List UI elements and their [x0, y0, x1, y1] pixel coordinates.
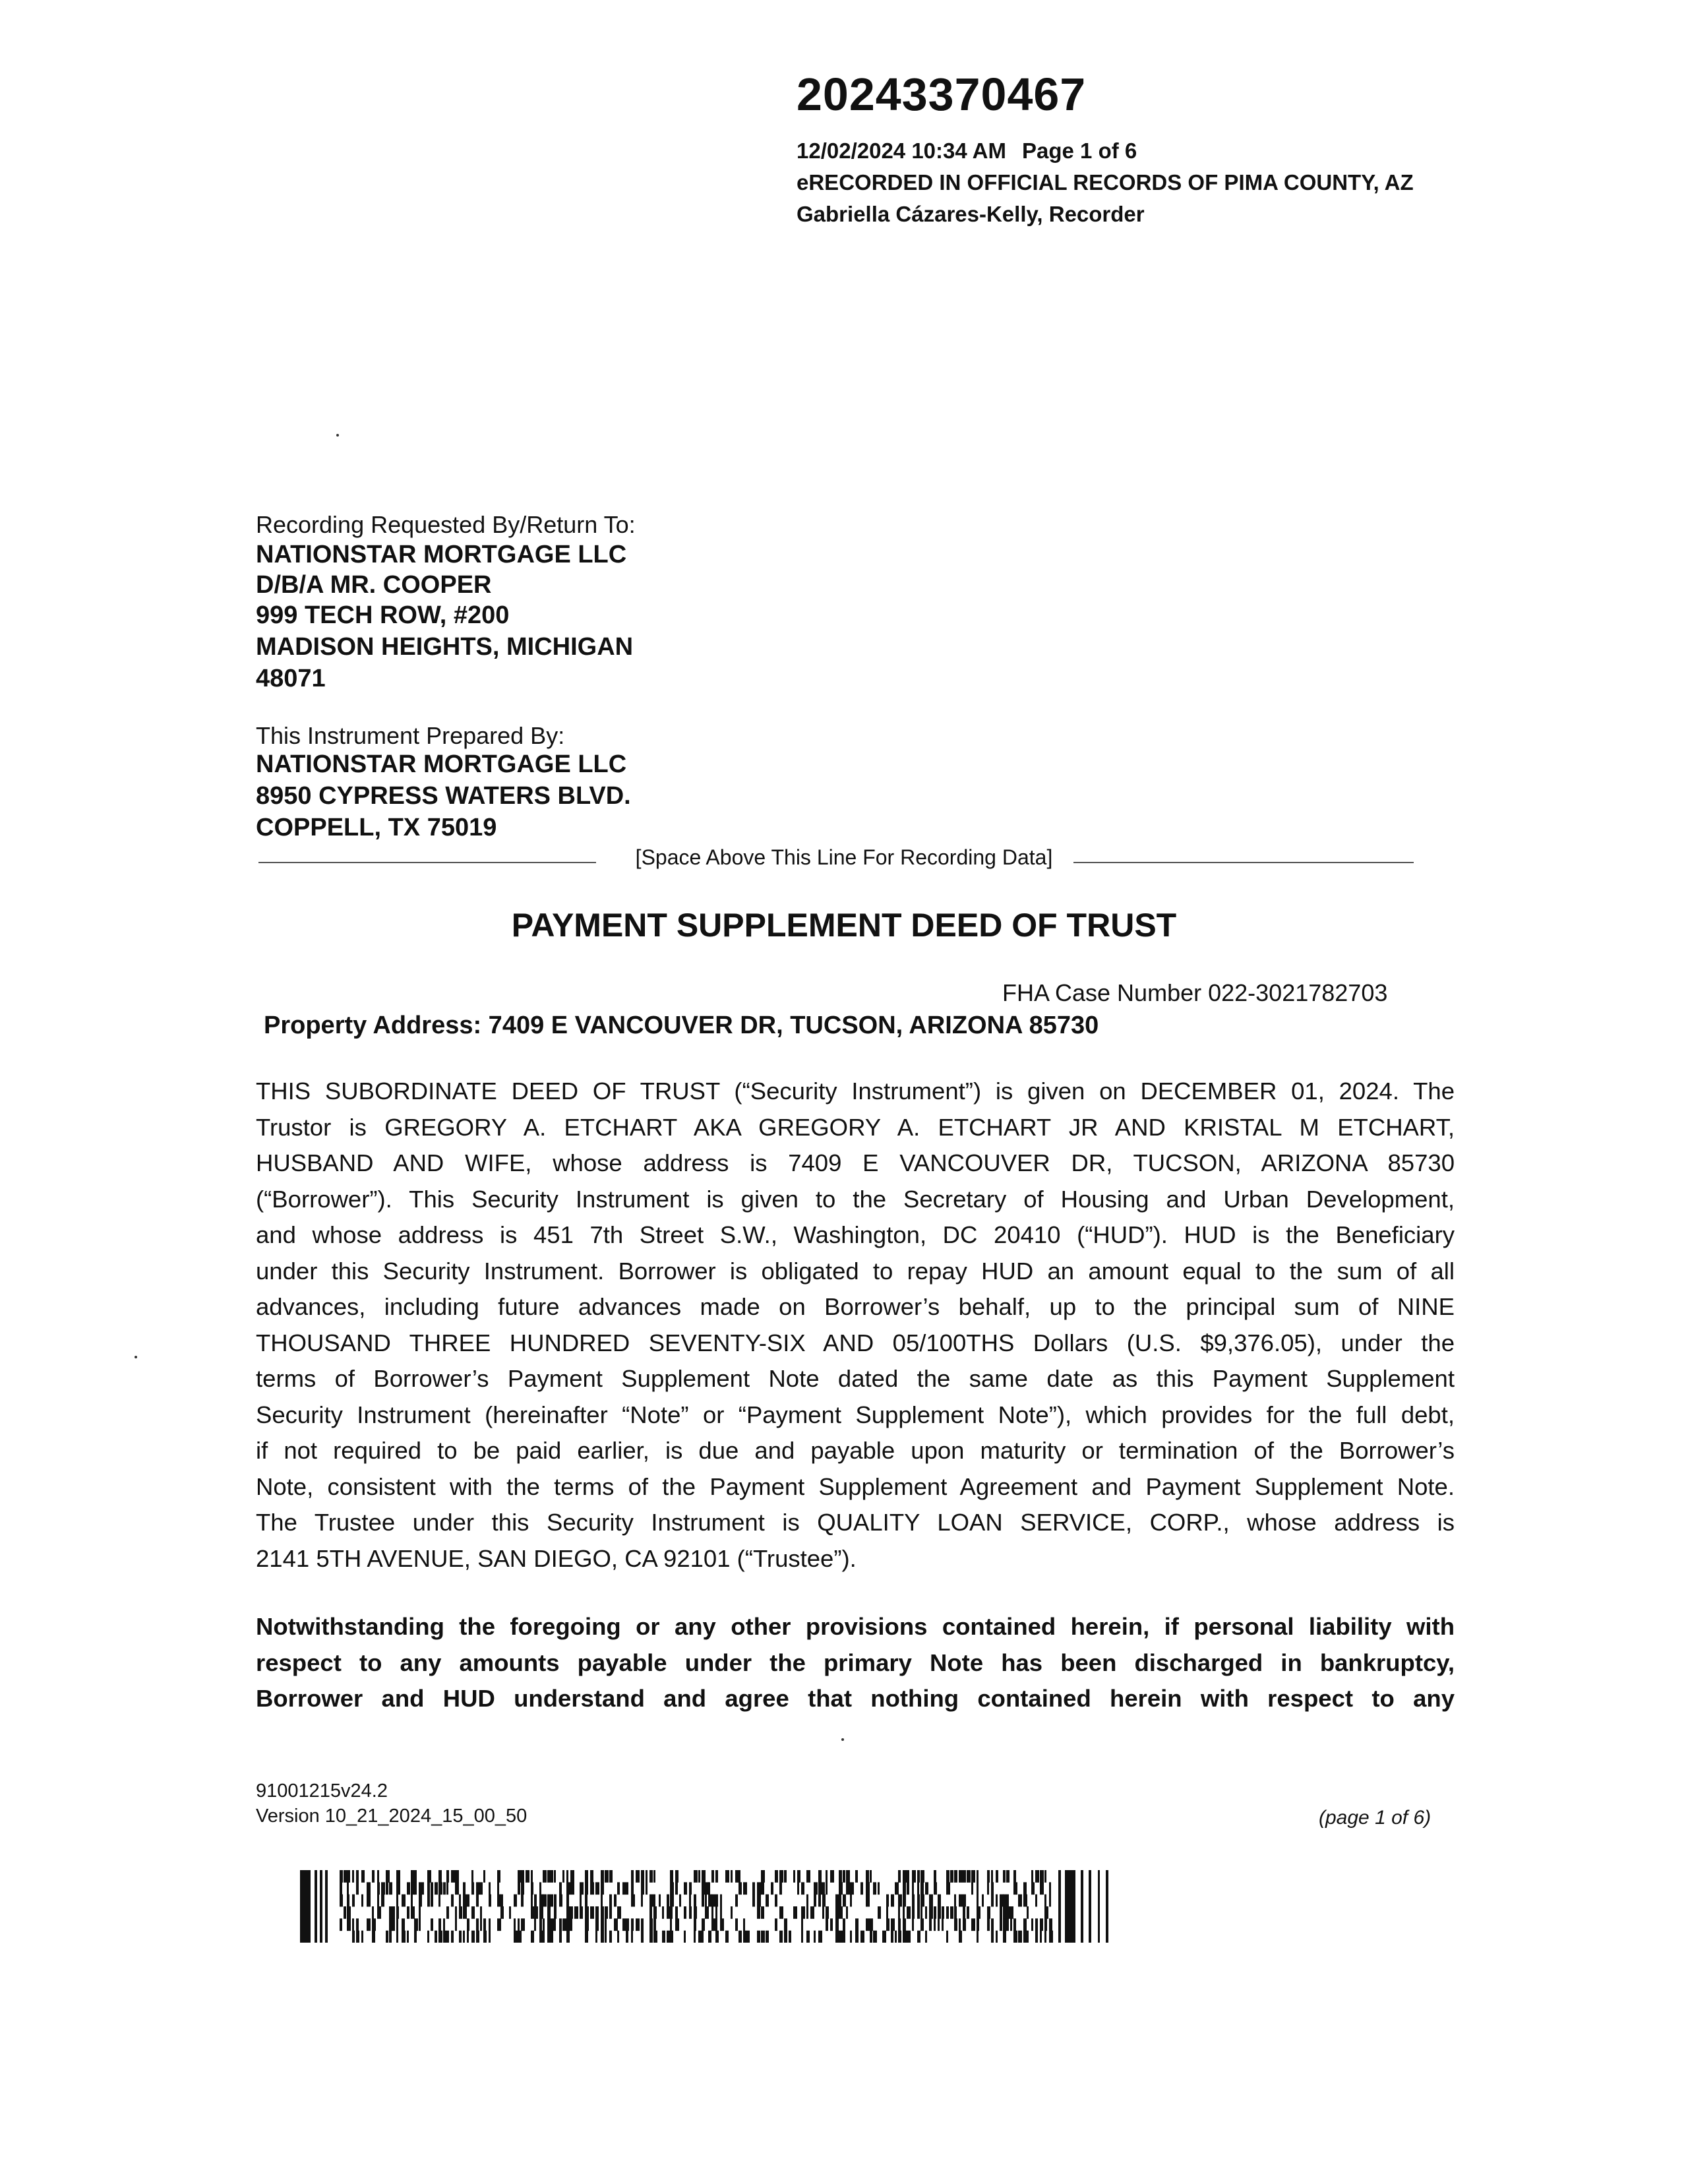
- return-to-line: D/B/A MR. COOPER: [256, 571, 492, 599]
- page-indicator: (page 1 of 6): [1319, 1807, 1432, 1829]
- recording-page: Page 1 of 6: [1022, 138, 1137, 163]
- paragraph-line: THIS SUBORDINATE DEED OF TRUST (“Security Instrument”) is given on DECEMBER 01, 2024. The: [256, 1077, 1455, 1105]
- return-to-line: MADISON HEIGHTS, MICHIGAN: [256, 633, 634, 661]
- separator-label: [Space Above This Line For Recording Data]: [629, 845, 1060, 869]
- paragraph-line: Security Instrument (hereinafter “Note” or “Payment Supplement Note”), which provides for the full debt,: [256, 1401, 1455, 1428]
- scan-speck: [336, 434, 339, 437]
- prepared-by-line: COPPELL, TX 75019: [256, 814, 497, 841]
- document-title: PAYMENT SUPPLEMENT DEED OF TRUST: [511, 907, 1177, 944]
- return-to-line: 999 TECH ROW, #200: [256, 601, 510, 629]
- recording-number: 20243370467: [797, 69, 1087, 120]
- paragraph-line: under this Security Instrument. Borrower is obligated to repay HUD an amount equal to the sum of all: [256, 1257, 1455, 1285]
- scan-speck: [841, 1738, 844, 1741]
- paragraph-line: (“Borrower”). This Security Instrument is given to the Secretary of Housing and Urban Development,: [256, 1185, 1455, 1213]
- return-to-line: 48071: [256, 665, 326, 692]
- paragraph-line: HUSBAND AND WIFE, whose address is 7409 E VANCOUVER DR, TUCSON, ARIZONA 85730: [256, 1149, 1455, 1176]
- barcode-image: [300, 1870, 1114, 1943]
- scan-speck: [135, 1356, 137, 1358]
- main-paragraph: [256, 1074, 1455, 1577]
- paragraph-line: Note, consistent with the terms of the Payment Supplement Agreement and Payment Supplement Note.: [256, 1472, 1455, 1500]
- recording-datetime: 12/02/2024 10:34 AM: [797, 138, 1006, 163]
- paragraph-line: terms of Borrower’s Payment Supplement Note dated the same date as this Payment Supplement: [256, 1365, 1455, 1392]
- paragraph-line: 2141 5TH AVENUE, SAN DIEGO, CA 92101 (“Trustee”).: [256, 1544, 857, 1572]
- bankruptcy-paragraph: [256, 1609, 1455, 1717]
- form-id: 91001215v24.2: [256, 1780, 388, 1802]
- paragraph-line: The Trustee under this Security Instrument is QUALITY LOAN SERVICE, CORP., whose address is: [256, 1509, 1455, 1536]
- property-address: Property Address: 7409 E VANCOUVER DR, TUCSON, ARIZONA 85730: [264, 1012, 1099, 1039]
- prepared-by-line: NATIONSTAR MORTGAGE LLC: [256, 750, 627, 778]
- paragraph-line: advances, including future advances made on Borrower’s behalf, up to the principal sum of NINE: [256, 1293, 1455, 1320]
- recording-recorder: Gabriella Cázares-Kelly, Recorder: [797, 202, 1145, 226]
- recording-office: eRECORDED IN OFFICIAL RECORDS OF PIMA COUNTY, AZ: [797, 170, 1414, 195]
- paragraph-line: Borrower and HUD understand and agree that nothing contained herein with respect to any: [256, 1685, 1455, 1712]
- return-to-line: NATIONSTAR MORTGAGE LLC: [256, 541, 627, 568]
- paragraph-line: Trustor is GREGORY A. ETCHART AKA GREGORY A. ETCHART JR AND KRISTAL M ETCHART,: [256, 1113, 1455, 1141]
- separator-label-wrap: [0, 847, 1688, 868]
- paragraph-line: and whose address is 451 7th Street S.W., Washington, DC 20410 (“HUD”). HUD is the Beneficiary: [256, 1221, 1455, 1248]
- paragraph-line: THOUSAND THREE HUNDRED SEVENTY-SIX AND 05/100THS Dollars (U.S. $9,376.05), under the: [256, 1329, 1455, 1356]
- prepared-by-label: This Instrument Prepared By:: [256, 722, 565, 749]
- form-version: Version 10_21_2024_15_00_50: [256, 1805, 528, 1827]
- recording-datetime-line: [797, 140, 1137, 162]
- return-to-label: Recording Requested By/Return To:: [256, 511, 636, 538]
- fha-case-number: FHA Case Number 022-3021782703: [1002, 979, 1388, 1006]
- paragraph-line: if not required to be paid earlier, is due and payable upon maturity or termination of the Borrower’s: [256, 1437, 1455, 1464]
- prepared-by-line: 8950 CYPRESS WATERS BLVD.: [256, 782, 631, 810]
- paragraph-line: Notwithstanding the foregoing or any other provisions contained herein, if personal liability with: [256, 1613, 1455, 1640]
- paragraph-line: respect to any amounts payable under the primary Note has been discharged in bankruptcy,: [256, 1649, 1455, 1676]
